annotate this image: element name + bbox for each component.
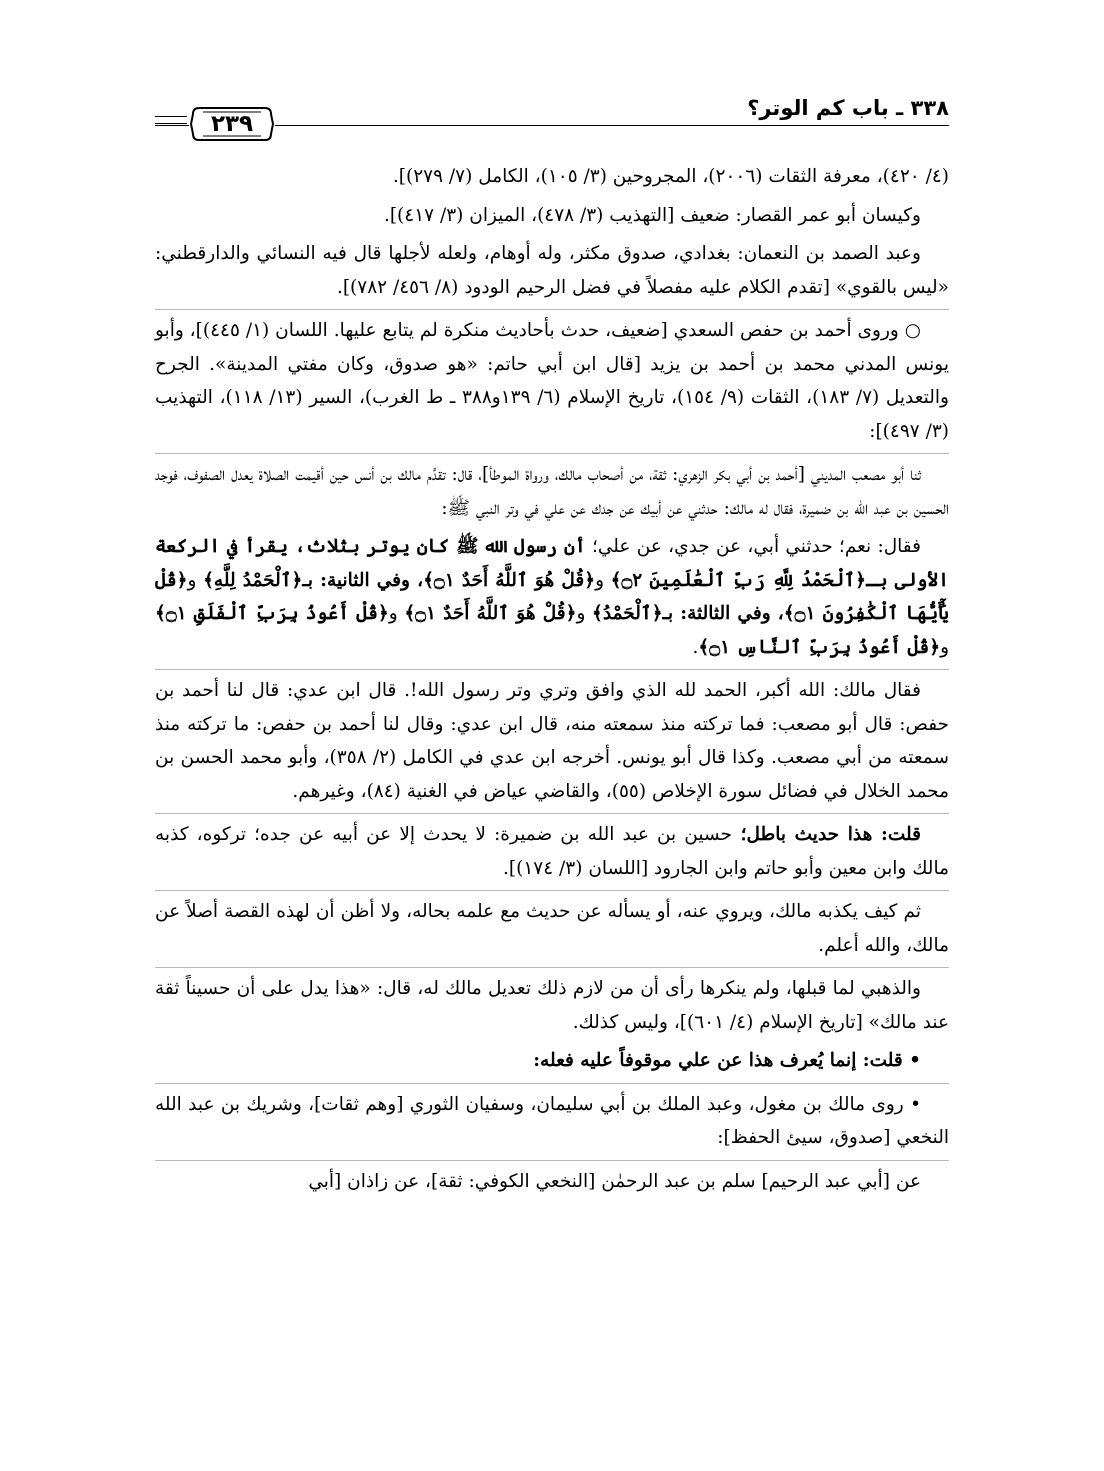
conjunction: و [576, 603, 593, 624]
hadith-intro: فقال: نعم؛ حدثني أبي، عن جدي، عن علي؛ [585, 536, 921, 557]
subheading: • قلت: إنما يُعرف هذا عن علي موقوفاً عليه فعله: [533, 1050, 921, 1071]
sentence-end: . [692, 636, 699, 658]
hadith-matn: أن رسول الله ﷺ كان يوتر بثلاث، يقرأ في الركعة الأولى بـ [155, 536, 949, 591]
paragraph: فقال مالك: الله أكبر، الحمد لله الذي وافق وتري وتر رسول الله!. قال ابن عدي: قال لنا أحمد بن حفص: قال أبو مصعب: فما تركته منذ سمعته منه، قال ابن عدي: وقال لنا أحمد بن حفص: ما تركته منذ سمعته من أبي مصعب. وكذا قال أبو يونس. أخرجه ابن عدي في الكامل (٢/ ٣٥٨)، وأبو محمد الحسن بن محمد الخلال في فضائل سورة الإخلاص (٥٥)، والقاضي عياض في الغنية (٨٤)، وغيرهم. [155, 669, 949, 808]
paragraph: ثنا أبو مصعب المديني [أحمد بن أبي بكر الزهري: ثقة، من أصحاب مالك، ورواة الموطأ]، قال: تقدَّم مالك بن أنس حين أقيمت الصلاة يعدل الصفوف، فوجد الحسين بن عبد الله بن ضميرة، فقال له مالك: حدثني عن أبيك عن جدك عن علي في وتر النبي ﷺ: [155, 453, 949, 525]
hadith-paragraph [155, 530, 949, 664]
quran-verse: ﴿قُلْ يَٰٓأَيُّهَا ٱلْكَٰفِرُونَ ۝١﴾ [155, 569, 949, 624]
quran-verse: ﴿قُلْ هُوَ ٱللَّهُ أَحَدٌ ۝١﴾ [404, 603, 577, 624]
quran-verse: ﴿ٱلْحَمْدُ لِلَّهِ﴾ [203, 569, 303, 591]
conjunction: و [388, 603, 405, 624]
quran-verse: ﴿قُلْ هُوَ ٱللَّهُ أَحَدٌ ۝١﴾ [423, 569, 596, 591]
conjunction: و [940, 636, 949, 658]
page-body [155, 160, 949, 1203]
page-number-badge [189, 104, 275, 144]
paragraph: وكيسان أبو عمر القصار: ضعيف [التهذيب (٣/ ٤٧٨)، الميزان (٣/ ٤١٧)]. [383, 204, 921, 226]
conjunction: و [595, 569, 611, 591]
paragraph: عن [أبي عبد الرحيم] سلم بن عبد الرحمٰن [النخعي الكوفي: ثقة]، عن زاذان [أبي [155, 1160, 949, 1199]
page-number: ٢٣٩ [210, 111, 254, 137]
quran-verse: ﴿قُلْ أَعُوذُ بِرَبِّ ٱلْفَلَقِ ۝١﴾ [155, 603, 389, 624]
paragraph [155, 813, 949, 885]
conjunction: و [187, 569, 204, 591]
page-header [155, 92, 949, 142]
header-ornament-dash [155, 116, 187, 124]
chapter-title: ٣٣٨ ـ باب كم الوتر؟ [747, 96, 949, 120]
ruling-text: حسين بن عبد الله بن ضميرة: لا يحدث إلا عن أبيه عن جده؛ تركوه، كذبه مالك وابن معين وأبو حاتم وابن الجارود [اللسان (٣/ ١٧٤)]. [155, 824, 949, 879]
hadith-matn: ، وفي الثالثة: بـ [662, 603, 784, 624]
quran-verse: ﴿قُلْ أَعُوذُ بِرَبِّ ٱلنَّاسِ ۝١﴾ [698, 636, 941, 658]
quran-verse: ﴿ٱلْحَمْدُ لِلَّهِ رَبِّ ٱلْعَٰلَمِينَ ۝٢﴾ [610, 569, 866, 591]
hadith-matn: ، وفي الثانية: بـ [302, 569, 424, 591]
paragraph: ثم كيف يكذبه مالك، ويروي عنه، أو يسأله عن حديث مع علمه بحاله، ولا أظن أن لهذه القصة أصلاً عن مالك، والله أعلم. [155, 890, 949, 962]
paragraph: • روى مالك بن مغول، وعبد الملك بن أبي سليمان، وسفيان الثوري [وهم ثقات]، وشريك بن عبد الله النخعي [صدوق، سيئ الحفظ]: [155, 1083, 949, 1155]
paragraph: والذهبي لما قبلها، ولم ينكرها رأى أن من لازم ذلك تعديل مالك له، قال: «هذا يدل على أن حسيناً ثقة عند مالك» [تاريخ الإسلام (٤/ ٦٠١)]، وليس كذلك. [155, 967, 949, 1039]
ruling-label: قلت: هذا حديث باطل؛ [731, 824, 921, 845]
paragraph: ○ وروى أحمد بن حفص السعدي [ضعيف، حدث بأحاديث منكرة لم يتابع عليها. اللسان (١/ ٤٤٥)]، وأبو يونس المدني محمد بن أحمد بن يزيد [قال ابن أبي حاتم: «هو صدوق، وكان مفتي المدينة». الجرح والتعديل (٧/ ١٨٣)، الثقات (٩/ ١٥٤)، تاريخ الإسلام (٦/ ١٣٩و٣٨٨ ـ ط الغرب)، السير (١٣/ ١١٨)، التهذيب (٣/ ٤٩٧)]: [155, 309, 949, 448]
paragraph: (٤/ ٤٢٠)، معرفة الثقات (٢٠٠٦)، المجروحين (٣/ ١٠٥)، الكامل (٧/ ٢٧٩)]. [392, 166, 949, 187]
paragraph: وعبد الصمد بن النعمان: بغدادي، صدوق مكثر، وله أوهام، ولعله لأجلها قال فيه النسائي والدارقطني: «ليس بالقوي» [تقدم الكلام عليه مفصلاً في فضل الرحيم الودود (٨/ ٤٥٦/ ٧٨٢)]. [155, 243, 949, 298]
quran-verse: ﴿ٱلْحَمْدُ﴾ [592, 603, 663, 624]
